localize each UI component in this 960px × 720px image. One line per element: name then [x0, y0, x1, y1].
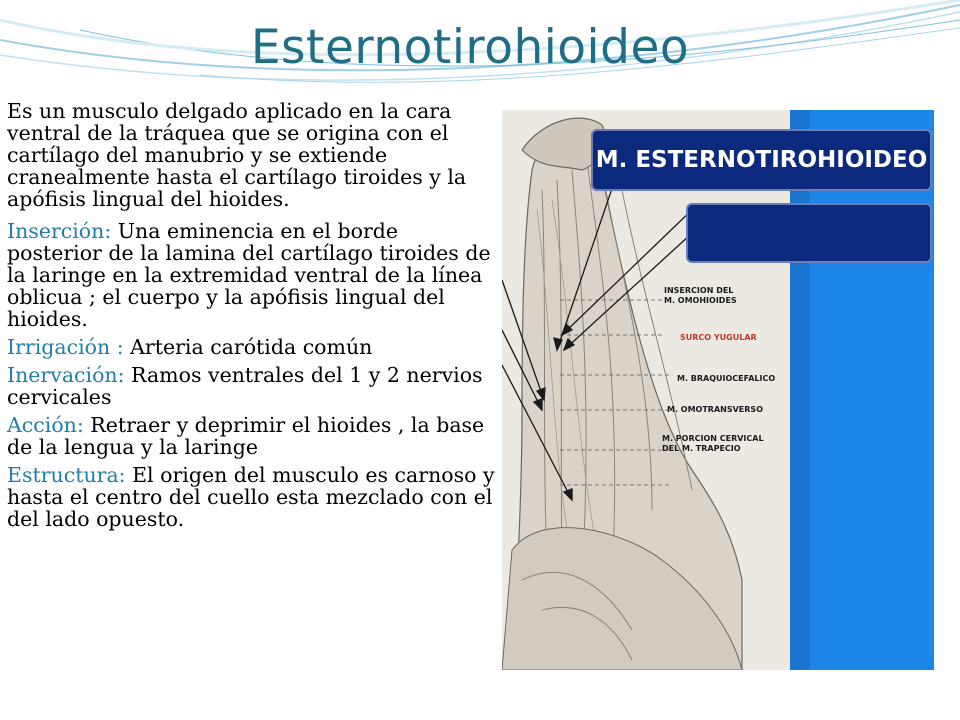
estructura-label: Estructura:	[7, 463, 126, 487]
description-paragraph: Es un musculo delgado aplicado en la cara ventral de la tráquea que se origina con el cartílago del manubrio y se extiende cranealmente hasta el cartílago tiroides y la apófisis lingual del hioides.	[7, 99, 467, 211]
accion-label: Acción:	[7, 413, 84, 437]
estructura-text: El origen del musculo es carnoso y hasta el centro del cuello esta mezclado con el del lado opuesto.	[7, 463, 495, 531]
label-omotransverso: M. OMOTRANSVERSO	[667, 405, 763, 414]
inervacion-label: Inervación:	[7, 363, 125, 387]
insercion-text: Una eminencia en el borde posterior de la lamina del cartílago tiroides de la laringe en la extremidad ventral de la línea oblicua ; el cuerpo y la apófisis lingual del hioides.	[7, 219, 491, 331]
accion-text: Retraer y deprimir el hioides , la base de la lengua y la laringe	[7, 413, 485, 459]
slide-title: Esternotirohioideo	[250, 20, 690, 75]
blue-side-panel	[790, 110, 934, 670]
accion-paragraph	[7, 414, 497, 458]
label-surco-yugular: SURCO YUGULAR	[680, 333, 757, 342]
anatomy-figure	[502, 110, 934, 670]
inervacion-text: Ramos ventrales del 1 y 2 nervios cervicales	[7, 363, 483, 409]
inervacion-paragraph	[7, 364, 497, 408]
blank-subtitle-box	[686, 203, 932, 263]
label-insercion-omohioides: INSERCION DEL M. OMOHIOIDES	[664, 286, 737, 305]
irrigacion-text: Arteria carótida común	[123, 335, 373, 359]
irrigacion-paragraph	[7, 336, 497, 358]
muscle-name-banner: M. ESTERNOTIROHIOIDEO	[591, 129, 932, 191]
neck-muscle-illustration	[502, 110, 934, 670]
slide-body	[7, 100, 497, 536]
label-porcion-cervical-trapecio: M. PORCION CERVICAL DEL M. TRAPECIO	[662, 434, 764, 453]
label-braquiocefalico: M. BRAQUIOCEFALICO	[677, 374, 776, 383]
estructura-paragraph	[7, 464, 497, 530]
insercion-paragraph	[7, 220, 497, 330]
insercion-label: Inserción:	[7, 219, 112, 243]
irrigacion-label: Irrigación :	[7, 335, 124, 359]
